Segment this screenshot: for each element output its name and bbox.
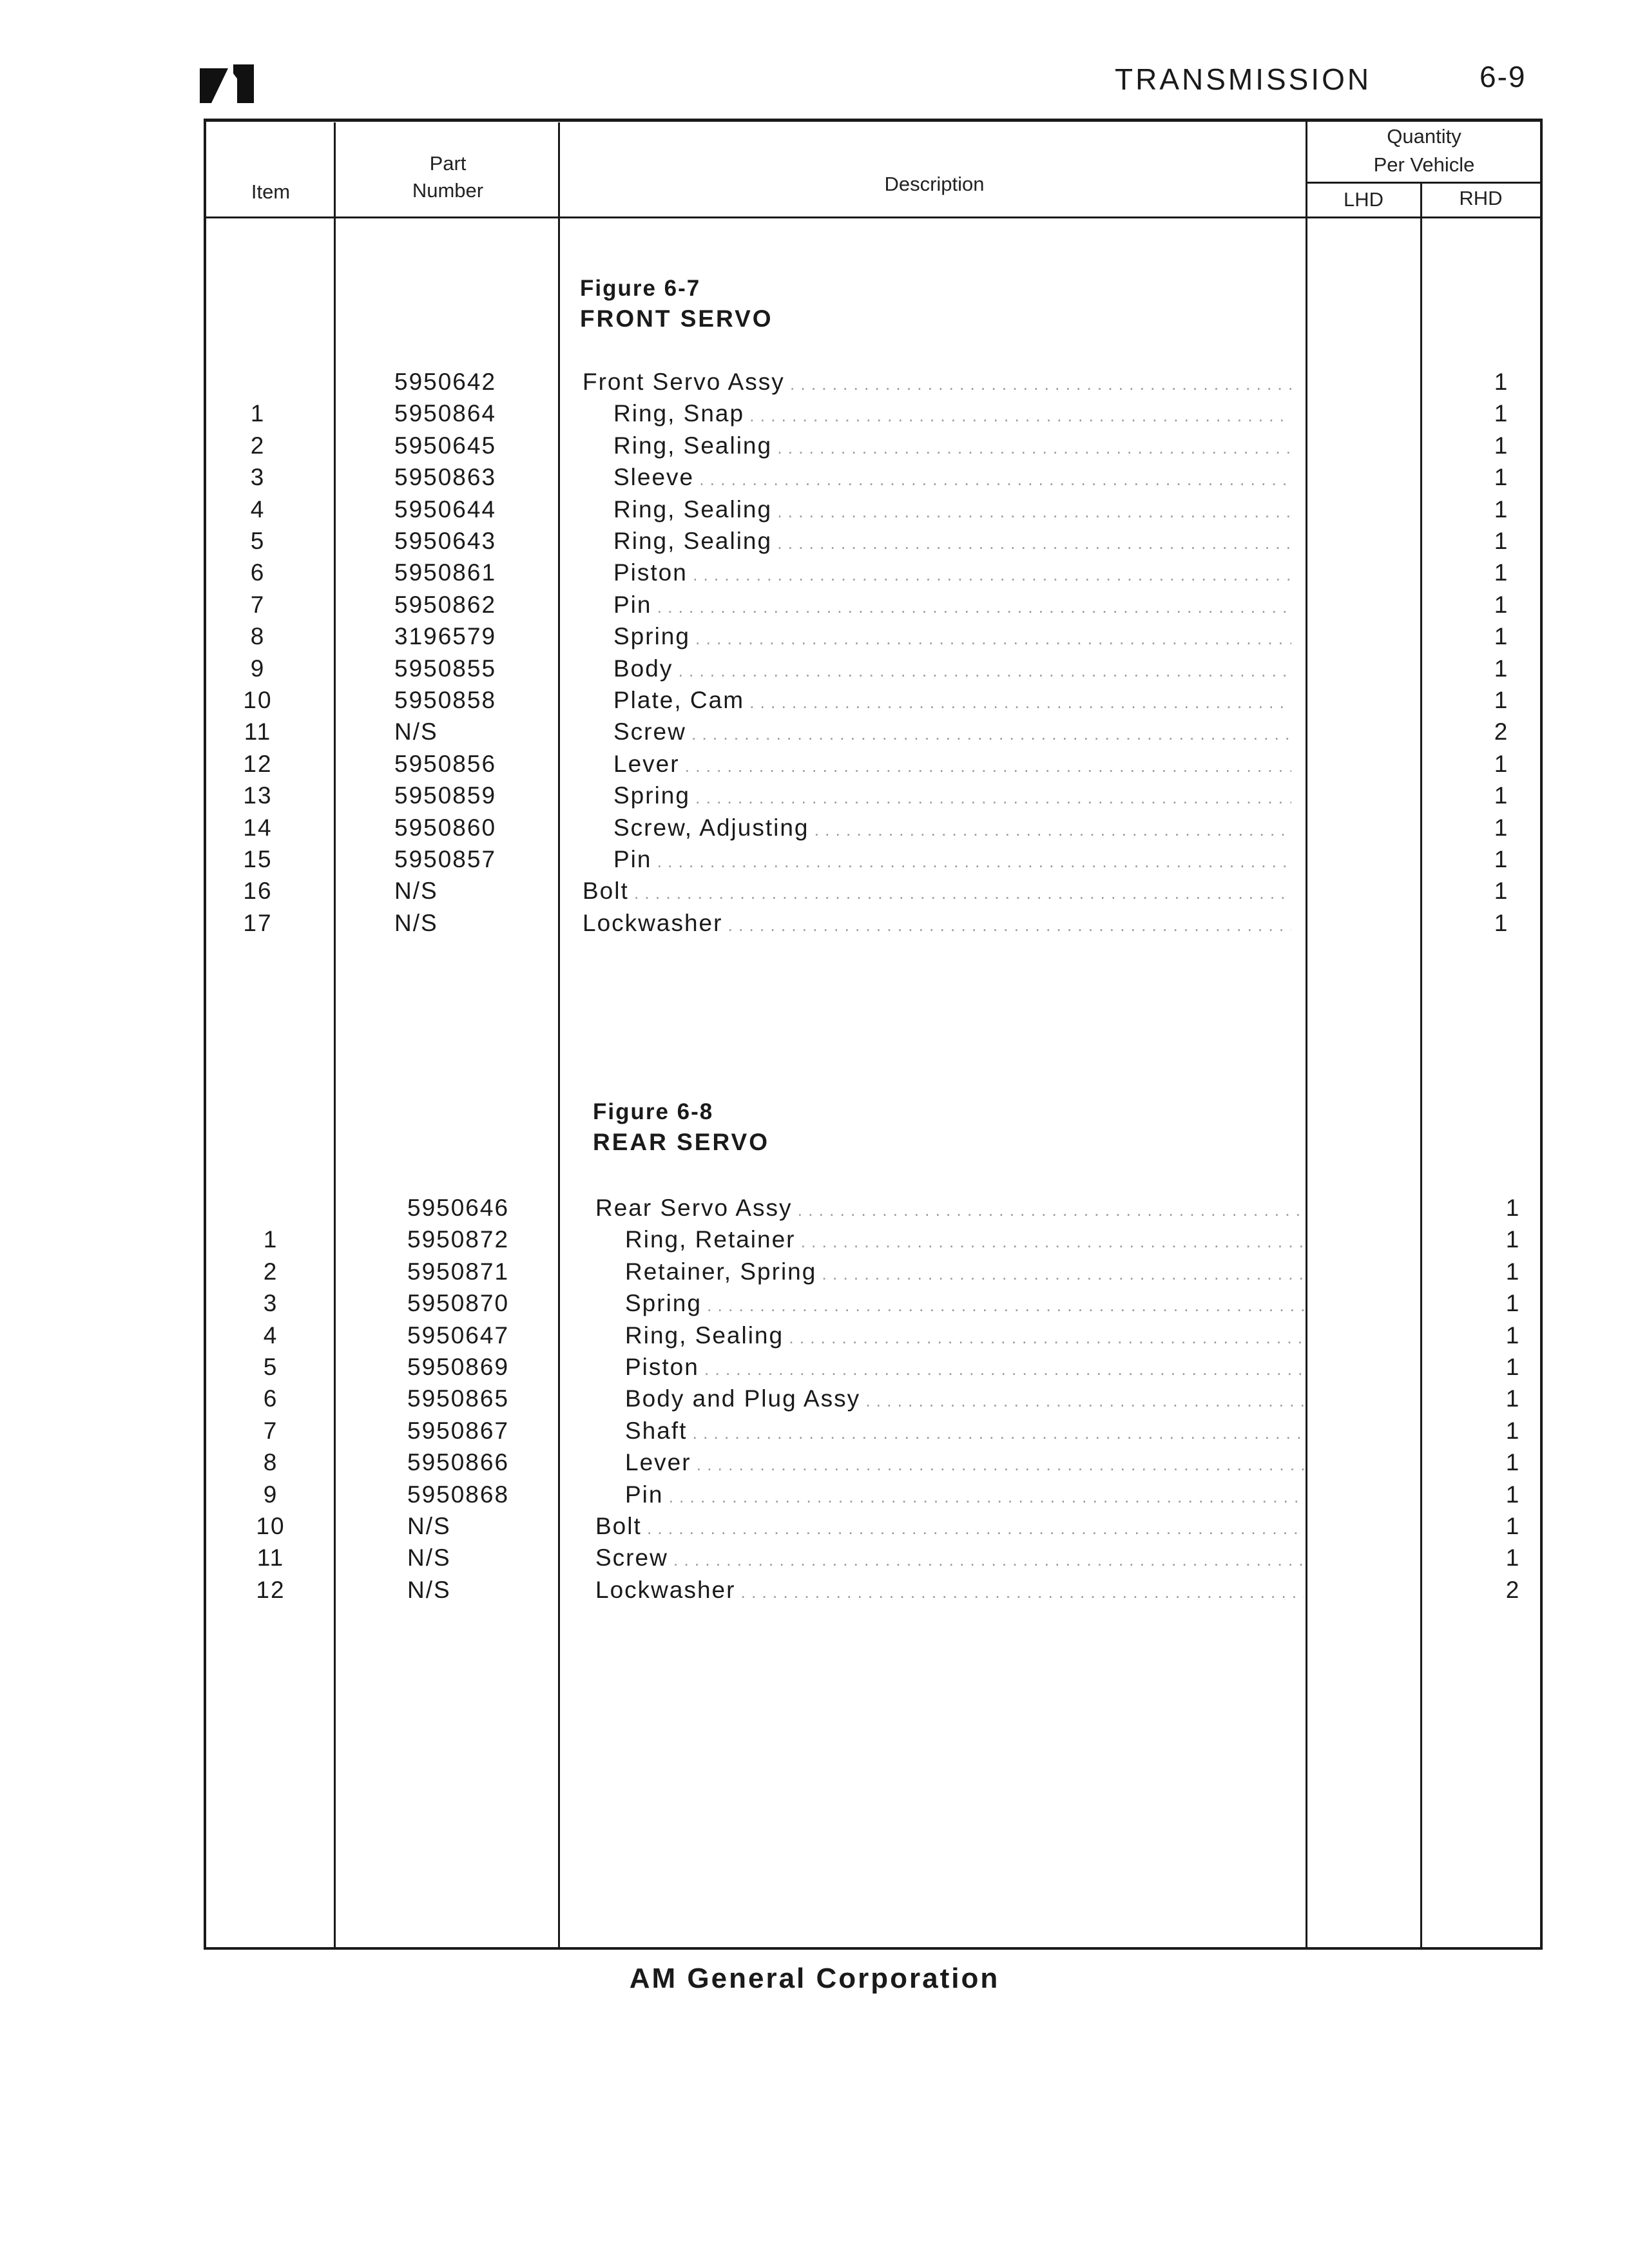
item-number: 3 bbox=[263, 1290, 278, 1317]
item-number: 4 bbox=[250, 495, 265, 523]
part-number: 3196579 bbox=[394, 623, 497, 650]
item-number: 7 bbox=[263, 1417, 278, 1444]
qty-rhd: 1 bbox=[1494, 623, 1509, 650]
item-number: 2 bbox=[263, 1258, 278, 1285]
item-number: 11 bbox=[244, 718, 272, 745]
part-number: 5950867 bbox=[407, 1417, 510, 1444]
item-number: 5 bbox=[263, 1354, 278, 1380]
figure-title: REAR SERVO bbox=[593, 1129, 769, 1155]
part-number: 5950860 bbox=[394, 814, 497, 841]
item-number: 10 bbox=[256, 1513, 285, 1539]
item-number: 7 bbox=[250, 591, 265, 618]
part-description: Lockwasher . . . bbox=[595, 1577, 1304, 1604]
part-number: 5950857 bbox=[394, 846, 497, 872]
part-number: 5950862 bbox=[394, 591, 497, 618]
part-number: 5950868 bbox=[407, 1481, 510, 1508]
part-number: 5950865 bbox=[407, 1385, 510, 1412]
item-number: 3 bbox=[250, 464, 265, 491]
part-number: N/S bbox=[407, 1576, 451, 1603]
table-row bbox=[0, 1226, 1624, 1258]
table-row bbox=[0, 369, 1624, 401]
part-description: Spring . . . bbox=[613, 623, 1291, 650]
part-description: Ring, Sealing . . . bbox=[613, 528, 1291, 555]
qty-rhd: 1 bbox=[1505, 1417, 1521, 1444]
table-row bbox=[0, 1354, 1624, 1386]
item-number: 1 bbox=[250, 400, 265, 427]
header-part-number-line2: Number bbox=[412, 179, 484, 202]
part-number: 5950872 bbox=[407, 1226, 510, 1253]
qty-subheader-rule bbox=[1306, 182, 1540, 184]
part-number: 5950861 bbox=[394, 559, 497, 586]
part-number: 5950855 bbox=[394, 655, 497, 682]
table-row bbox=[0, 846, 1624, 878]
part-number: 5950646 bbox=[407, 1195, 510, 1221]
table-row bbox=[0, 496, 1624, 528]
qty-rhd: 1 bbox=[1505, 1354, 1521, 1380]
part-description: Ring, Snap . . . bbox=[613, 400, 1291, 427]
table-row bbox=[0, 1449, 1624, 1481]
table-row bbox=[0, 400, 1624, 432]
part-number: 5950869 bbox=[407, 1354, 510, 1380]
item-number: 12 bbox=[256, 1576, 285, 1603]
table-row bbox=[0, 623, 1624, 655]
part-number: 5950866 bbox=[407, 1449, 510, 1476]
qty-rhd: 1 bbox=[1494, 750, 1509, 777]
qty-rhd: 1 bbox=[1505, 1258, 1521, 1285]
item-number: 4 bbox=[263, 1321, 278, 1349]
figure-caption: Figure 6-7 bbox=[580, 276, 701, 301]
footer-company: AM General Corporation bbox=[629, 1963, 1000, 1994]
item-number: 10 bbox=[243, 687, 273, 713]
table-row bbox=[0, 782, 1624, 814]
item-number: 6 bbox=[263, 1385, 278, 1412]
qty-rhd: 1 bbox=[1494, 782, 1509, 809]
part-number: 5950864 bbox=[394, 400, 497, 427]
part-description: Screw . . . bbox=[595, 1544, 1304, 1571]
qty-rhd: 1 bbox=[1505, 1544, 1521, 1571]
table-row bbox=[0, 1290, 1624, 1322]
table-row bbox=[0, 1258, 1624, 1291]
part-description: Front Servo Assy . . . bbox=[583, 369, 1291, 396]
header-rhd: RHD bbox=[1459, 187, 1503, 209]
qty-rhd: 1 bbox=[1494, 495, 1509, 523]
section-title: TRANSMISSION bbox=[1115, 62, 1372, 96]
part-number: N/S bbox=[394, 718, 438, 745]
table-row bbox=[0, 528, 1624, 560]
header-description: Description bbox=[884, 173, 985, 195]
part-description: Pin . . . bbox=[625, 1481, 1304, 1508]
qty-rhd: 1 bbox=[1505, 1195, 1521, 1221]
part-number: N/S bbox=[394, 878, 438, 905]
table-row bbox=[0, 559, 1624, 591]
part-description: Retainer, Spring . . . bbox=[625, 1258, 1304, 1285]
qty-rhd: 1 bbox=[1494, 432, 1509, 459]
qty-rhd: 1 bbox=[1494, 687, 1509, 713]
part-number: N/S bbox=[394, 909, 438, 936]
part-description: Pin . . . bbox=[613, 591, 1291, 619]
item-number: 5 bbox=[250, 528, 265, 554]
part-number: 5950644 bbox=[394, 495, 497, 523]
table-row bbox=[0, 1418, 1624, 1450]
part-description: Sleeve . . . bbox=[613, 464, 1291, 491]
part-description: Shaft . . . bbox=[625, 1418, 1304, 1445]
qty-rhd: 1 bbox=[1494, 559, 1509, 586]
qty-rhd: 1 bbox=[1505, 1449, 1521, 1476]
part-description: Piston . . . bbox=[613, 559, 1291, 586]
table-row bbox=[0, 464, 1624, 496]
header-quantity-line2: Per Vehicle bbox=[1373, 153, 1475, 176]
item-number: 11 bbox=[256, 1544, 285, 1571]
header-item: Item bbox=[251, 180, 291, 203]
part-description: Screw . . . bbox=[613, 718, 1291, 745]
table-row bbox=[0, 1481, 1624, 1514]
qty-rhd: 2 bbox=[1494, 718, 1509, 745]
qty-rhd: 1 bbox=[1494, 909, 1509, 936]
part-number: 5950870 bbox=[407, 1290, 510, 1317]
am-general-logo bbox=[200, 64, 262, 103]
item-number: 14 bbox=[243, 814, 273, 841]
table-row bbox=[0, 1513, 1624, 1545]
header-bottom-rule bbox=[206, 216, 1540, 218]
item-number: 15 bbox=[243, 846, 273, 872]
part-description: Lockwasher . . . bbox=[583, 910, 1291, 937]
part-number: N/S bbox=[407, 1544, 451, 1571]
item-number: 8 bbox=[263, 1449, 278, 1476]
table-row bbox=[0, 814, 1624, 847]
table-row bbox=[0, 910, 1624, 942]
item-number: 17 bbox=[243, 909, 273, 936]
figure-caption: Figure 6-8 bbox=[593, 1099, 714, 1124]
qty-rhd: 1 bbox=[1494, 528, 1509, 554]
part-description: Ring, Retainer . . . bbox=[625, 1226, 1304, 1253]
part-number: N/S bbox=[407, 1513, 451, 1539]
item-number: 2 bbox=[250, 432, 265, 459]
part-description: Body and Plug Assy . . . bbox=[625, 1385, 1304, 1412]
table-row bbox=[0, 591, 1624, 624]
part-number: 5950856 bbox=[394, 750, 497, 777]
part-description: Piston . . . bbox=[625, 1354, 1304, 1381]
part-description: Pin . . . bbox=[613, 846, 1291, 873]
part-number: 5950863 bbox=[394, 464, 497, 491]
table-row bbox=[0, 687, 1624, 719]
header-quantity-line1: Quantity bbox=[1387, 125, 1461, 148]
part-description: Lever . . . bbox=[613, 751, 1291, 778]
item-number: 12 bbox=[243, 750, 273, 777]
qty-rhd: 1 bbox=[1505, 1513, 1521, 1539]
table-row bbox=[0, 1322, 1624, 1354]
part-number: 5950647 bbox=[407, 1321, 510, 1349]
page-number: 6-9 bbox=[1480, 60, 1527, 93]
part-number: 5950643 bbox=[394, 528, 497, 554]
qty-rhd: 1 bbox=[1494, 655, 1509, 682]
qty-rhd: 2 bbox=[1505, 1576, 1521, 1603]
table-row bbox=[0, 1577, 1624, 1609]
qty-rhd: 1 bbox=[1505, 1290, 1521, 1317]
qty-rhd: 1 bbox=[1494, 878, 1509, 905]
part-number: 5950642 bbox=[394, 369, 497, 395]
table-row bbox=[0, 718, 1624, 751]
item-number: 6 bbox=[250, 559, 265, 586]
part-description: Bolt . . . bbox=[595, 1513, 1304, 1540]
qty-rhd: 1 bbox=[1505, 1226, 1521, 1253]
part-description: Ring, Sealing . . . bbox=[613, 432, 1291, 459]
part-description: Spring . . . bbox=[625, 1290, 1304, 1317]
table-row bbox=[0, 751, 1624, 783]
part-number: 5950858 bbox=[394, 687, 497, 713]
part-description: Screw, Adjusting . . . bbox=[613, 814, 1291, 841]
part-description: Spring . . . bbox=[613, 782, 1291, 809]
item-number: 9 bbox=[263, 1481, 278, 1508]
qty-rhd: 1 bbox=[1494, 369, 1509, 395]
part-number: 5950871 bbox=[407, 1258, 510, 1285]
item-number: 13 bbox=[243, 782, 273, 809]
qty-rhd: 1 bbox=[1494, 814, 1509, 841]
item-number: 1 bbox=[263, 1226, 278, 1253]
figure-title: FRONT SERVO bbox=[580, 305, 773, 332]
qty-rhd: 1 bbox=[1505, 1321, 1521, 1349]
qty-rhd: 1 bbox=[1494, 400, 1509, 427]
qty-rhd: 1 bbox=[1505, 1481, 1521, 1508]
item-number: 16 bbox=[243, 878, 273, 905]
part-description: Ring, Sealing . . . bbox=[625, 1322, 1304, 1349]
table-row bbox=[0, 432, 1624, 465]
part-description: Bolt . . . bbox=[583, 878, 1291, 905]
part-number: 5950645 bbox=[394, 432, 497, 459]
qty-rhd: 1 bbox=[1494, 846, 1509, 872]
table-row bbox=[0, 655, 1624, 687]
part-description: Plate, Cam . . . bbox=[613, 687, 1291, 714]
part-description: Body . . . bbox=[613, 655, 1291, 682]
part-description: Rear Servo Assy . . . bbox=[595, 1195, 1304, 1222]
item-number: 8 bbox=[250, 623, 265, 650]
qty-rhd: 1 bbox=[1494, 591, 1509, 618]
item-number: 9 bbox=[250, 655, 265, 682]
table-row bbox=[0, 1195, 1624, 1227]
header-lhd: LHD bbox=[1343, 188, 1383, 211]
part-description: Lever . . . bbox=[625, 1449, 1304, 1476]
header-part-number-line1: Part bbox=[429, 152, 467, 175]
part-number: 5950859 bbox=[394, 782, 497, 809]
table-row bbox=[0, 1544, 1624, 1577]
table-row bbox=[0, 1385, 1624, 1418]
part-description: Ring, Sealing . . . bbox=[613, 496, 1291, 523]
table-row bbox=[0, 878, 1624, 910]
qty-rhd: 1 bbox=[1505, 1385, 1521, 1412]
qty-rhd: 1 bbox=[1494, 464, 1509, 491]
